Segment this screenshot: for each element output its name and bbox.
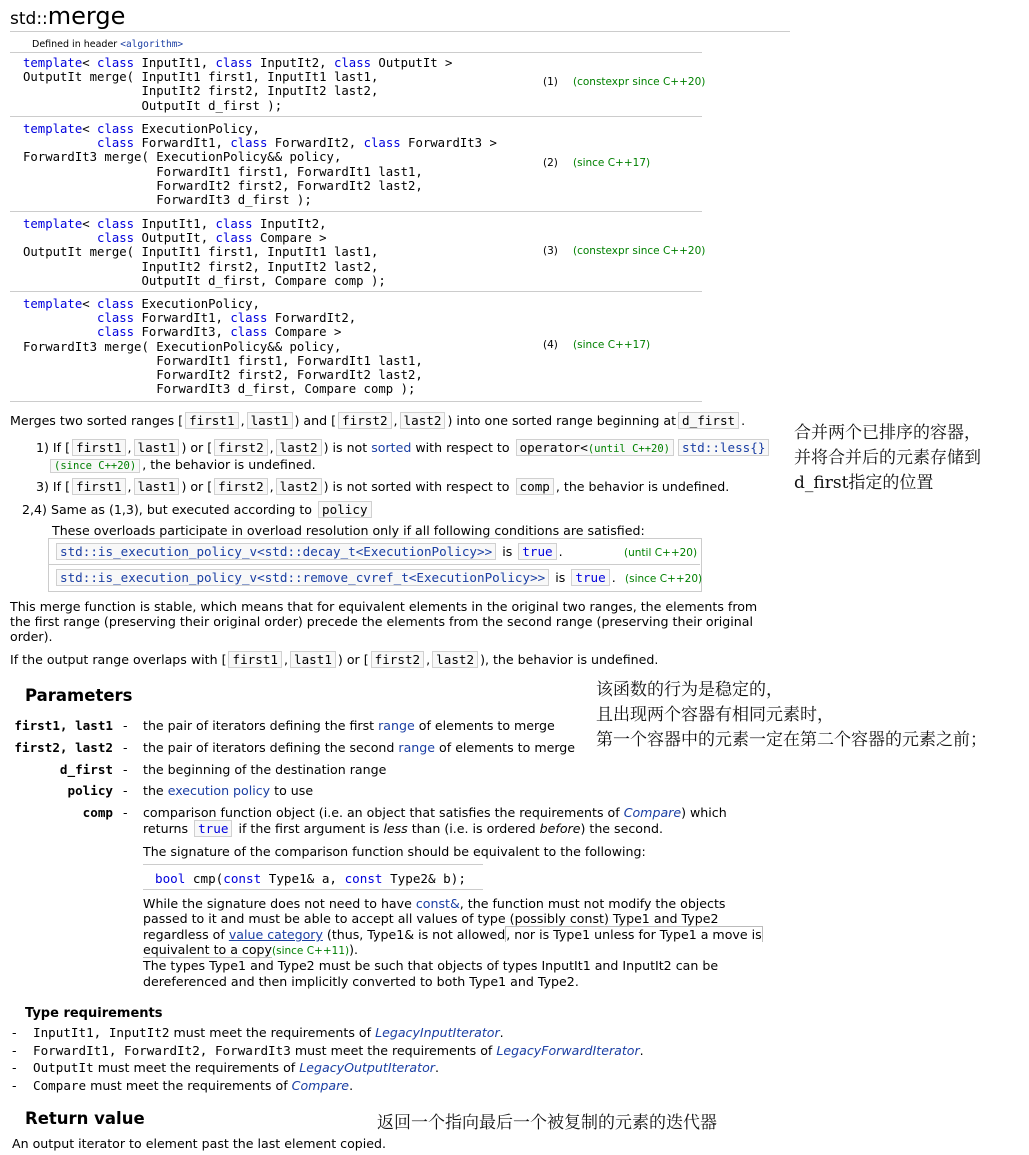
type-requirement-item: ForwardIt1, ForwardIt2, ForwardIt3 must meet the requirements of LegacyForwardIterator. (33, 1043, 644, 1058)
param-first2-desc: the pair of iterators defining the second range of elements to merge (143, 740, 576, 755)
declaration-divider (10, 211, 702, 212)
declaration-line: OutputIt d_first ); (23, 98, 283, 113)
comp-p2: passed to it and must be able to accept all values of type (possibly const) Type1 and Type2 (143, 911, 719, 926)
annotation-2-line-2: 且出现两个容器有相同元素时， (596, 705, 834, 725)
keyword: class (97, 136, 135, 151)
param-policy: policy (67, 783, 113, 798)
declaration-divider (10, 291, 702, 292)
keyword: class (97, 217, 135, 231)
declaration-bottom-rule (10, 401, 702, 402)
declaration-4 (23, 297, 423, 396)
type-names: Compare (33, 1078, 87, 1093)
declaration-line: InputIt2 first2, InputIt2 last2, (23, 84, 379, 99)
stable-line-2: the first range (preserving their original order) precede the elements from the second range (preserving their original (10, 614, 753, 629)
declaration-line: class ForwardIt1, class ForwardIt2, class ForwardIt3 > (97, 136, 497, 151)
comp-p6: dereferenced and then implicitly converted to both Type1 and Type2. (143, 974, 579, 989)
return-heading: Return value (25, 1109, 145, 1128)
declaration-line: OutputIt d_first, Compare comp ); (23, 273, 386, 288)
declaration-line: OutputIt merge( InputIt1 first1, InputIt1 last1, (23, 70, 379, 85)
keyword: class (97, 311, 135, 326)
page-title (10, 2, 125, 30)
title-rule (10, 31, 790, 32)
overlap-text: If the output range overlaps with [ first1 , last1 ) or [ first2 , last2 ), the behavior is undefined. (10, 652, 659, 667)
comp-p3: regardless of value category (thus, Type1& is not allowed, nor is Type1 unless for Type1 a move is (143, 927, 762, 942)
keyword: class (215, 56, 253, 70)
declaration-line: ForwardIt3 merge( ExecutionPolicy&& policy, (23, 150, 342, 165)
annotation-1-line-2: 并将合并后的元素存储到 (794, 448, 981, 468)
param-d-first-desc: the beginning of the destination range (143, 762, 387, 777)
sig-rule-top (143, 864, 483, 865)
declaration-line: ForwardIt3 d_first, Compare comp ); (23, 382, 416, 397)
operator-less: operator<(until C++20) (516, 439, 674, 456)
signature-code: bool cmp(const Type1& a, const Type2& b); (155, 871, 466, 886)
declaration-line: template< class ExecutionPolicy, (23, 297, 260, 311)
type-requirement-item: Compare must meet the requirements of Compare. (33, 1078, 354, 1093)
description: Merges two sorted ranges [ first1 , last1 ) and [ first2 , last2 ) into one sorted range beginning at d_first . (10, 413, 746, 428)
declaration-line: template< class ExecutionPolicy, (23, 122, 260, 136)
param-comp-desc: comparison function object (i.e. an object that satisfies the requirements of Compare) which (143, 805, 727, 820)
type-req-heading: Type requirements (25, 1006, 163, 1021)
header-note: Defined in header <algorithm> (32, 39, 184, 50)
range-link-2[interactable]: range (398, 740, 436, 755)
annotation-1-line-1: 合并两个已排序的容器， (794, 423, 981, 443)
title-namespace: std:: (10, 9, 48, 29)
overload-version-note: (since C++17) (573, 338, 651, 351)
declaration-line: ForwardIt1 first1, ForwardIt1 last1, (23, 353, 423, 368)
keyword: class (333, 56, 372, 70)
stable-line-1: This merge function is stable, which means that for equivalent elements in the original two ranges, the elements from (10, 599, 758, 614)
title-name: merge (47, 2, 126, 30)
dash-marker: - (12, 1078, 17, 1093)
declaration-1 (23, 56, 452, 113)
declaration-divider (10, 116, 702, 117)
annotation-3: 返回一个指向最后一个被复制的元素的迭代器 (377, 1113, 717, 1133)
requirement-link[interactable]: LegacyOutputIterator (299, 1060, 435, 1075)
overload-number: (1) (543, 76, 558, 89)
type-names: ForwardIt1, ForwardIt2, ForwardIt3 (33, 1043, 291, 1058)
keyword: class (230, 311, 268, 326)
param-first1-last1: first1, last1 (14, 718, 113, 733)
return-text: An output iterator to element past the last element copied. (12, 1136, 387, 1151)
annotation-1-line-3: d_first指定的位置 (794, 473, 934, 493)
type-names: InputIt1, InputIt2 (33, 1025, 170, 1040)
dash-marker: - (12, 1025, 17, 1040)
keyword: template (23, 56, 83, 70)
overload-version-note: (constexpr since C++20) (573, 76, 706, 89)
sig-rule-bottom (143, 889, 483, 890)
keyword: template (23, 217, 83, 231)
sorted-link[interactable]: sorted (371, 440, 412, 455)
keyword: class (97, 231, 135, 246)
overload-version-note: (since C++17) (573, 156, 651, 169)
type-requirement-item: InputIt1, InputIt2 must meet the requirements of LegacyInputIterator. (33, 1025, 504, 1040)
overload-version-note: (constexpr since C++20) (573, 244, 706, 257)
condition-2: std::is_execution_policy_v<std::remove_cvref_t<ExecutionPolicy>> is true . (54, 570, 616, 585)
declaration-3 (23, 217, 386, 288)
comp-p4: equivalent to a copy(since C++11)). (143, 942, 359, 957)
dash-marker: - (12, 1043, 17, 1058)
compare-link[interactable]: Compare (623, 805, 682, 820)
type-names: OutputIt (33, 1060, 94, 1075)
type-requirement-item: OutputIt must meet the requirements of LegacyOutputIterator. (33, 1060, 439, 1075)
annotation-2-line-1: 该函数的行为是稳定的， (596, 680, 783, 700)
value-category-link[interactable]: value category (228, 927, 323, 942)
condition-1-note: (until C++20) (624, 547, 698, 559)
keyword: class (97, 297, 135, 311)
declaration-line: ForwardIt2 first2, ForwardIt2 last2, (23, 178, 423, 193)
keyword: class (97, 325, 135, 340)
param-first2-last2: first2, last2 (14, 740, 113, 755)
declaration-line: template< class InputIt1, class InputIt2, (23, 217, 327, 231)
condition-2-note: (since C++20) (625, 573, 703, 585)
const-link[interactable]: const& (415, 896, 460, 911)
overload-number: (4) (543, 338, 558, 351)
param-policy-desc: the execution policy to use (143, 783, 314, 798)
condition-1: std::is_execution_policy_v<std::decay_t<ExecutionPolicy>> is true . (54, 544, 563, 559)
declaration-line: OutputIt merge( InputIt1 first1, InputIt1 last1, (23, 245, 379, 260)
keyword: class (230, 325, 268, 340)
item-1: 1) If [ first1 , last1 ) or [ first2 , last2 ) is not sorted with respect to operator<(until C++20) std::less{} (36, 440, 771, 455)
overload-note: These overloads participate in overload resolution only if all following conditions are satisfied: (52, 523, 645, 538)
sig-intro: The signature of the comparison function should be equivalent to the following: (143, 844, 646, 859)
declaration-line: class OutputIt, class Compare > (97, 231, 327, 246)
annotation-2-line-3: 第一个容器中的元素一定在第二个容器的元素之前； (596, 730, 987, 750)
comp-p1: While the signature does not need to have const&, the function must not modify the objects (143, 896, 726, 911)
conditions-divider (48, 564, 700, 565)
item-3: 3) If [ first1 , last1 ) or [ first2 , last2 ) is not sorted with respect to comp , the behavior is undefined. (36, 479, 730, 494)
item-2-4: 2,4) Same as (1,3), but executed according to policy (22, 502, 374, 517)
overload-number: (3) (543, 244, 558, 257)
dash-marker: - (12, 1060, 17, 1075)
keyword: class (363, 136, 401, 151)
stable-line-3: order). (10, 629, 53, 644)
declaration-line: ForwardIt3 d_first ); (23, 193, 312, 208)
param-d-first: d_first (59, 762, 113, 777)
comp-line-2: returns true if the first argument is less than (i.e. is ordered before) the second. (143, 821, 663, 836)
header-link[interactable]: <algorithm> (120, 39, 184, 50)
item-1-cont: (since C++20) , the behavior is undefined. (48, 457, 316, 472)
declaration-line: ForwardIt3 merge( ExecutionPolicy&& policy, (23, 339, 342, 354)
keyword: class (215, 217, 253, 231)
declaration-line: ForwardIt1 first1, ForwardIt1 last1, (23, 164, 423, 179)
declaration-line: class ForwardIt1, class ForwardIt2, (97, 311, 357, 326)
param-comp: comp (82, 805, 113, 820)
keyword: class (230, 136, 268, 151)
declaration-line: template< class InputIt1, class InputIt2, class OutputIt > (23, 56, 453, 70)
declaration-line: InputIt2 first2, InputIt2 last2, (23, 259, 379, 274)
parameters-heading: Parameters (25, 686, 133, 705)
declaration-line: class ForwardIt3, class Compare > (97, 325, 342, 340)
param-first1-desc: the pair of iterators defining the first range of elements to merge (143, 718, 555, 733)
keyword: class (215, 231, 253, 246)
range-link-1[interactable]: range (378, 718, 415, 733)
keyword: class (97, 56, 135, 70)
execution-policy-link[interactable]: execution policy (167, 783, 271, 798)
declaration-line: ForwardIt2 first2, ForwardIt2 last2, (23, 368, 423, 383)
declaration-2 (23, 122, 497, 207)
requirement-link[interactable]: LegacyInputIterator (375, 1025, 500, 1040)
keyword: template (23, 122, 83, 136)
decl-rule (10, 52, 702, 53)
requirement-link[interactable]: Compare (291, 1078, 350, 1093)
std-less-link[interactable]: std::less{} (678, 439, 769, 456)
overload-number: (2) (543, 156, 558, 169)
keyword: template (23, 297, 83, 311)
comp-p5: The types Type1 and Type2 must be such that objects of types InputIt1 and InputIt2 can be (143, 958, 719, 973)
keyword: class (97, 122, 135, 136)
requirement-link[interactable]: LegacyForwardIterator (496, 1043, 640, 1058)
